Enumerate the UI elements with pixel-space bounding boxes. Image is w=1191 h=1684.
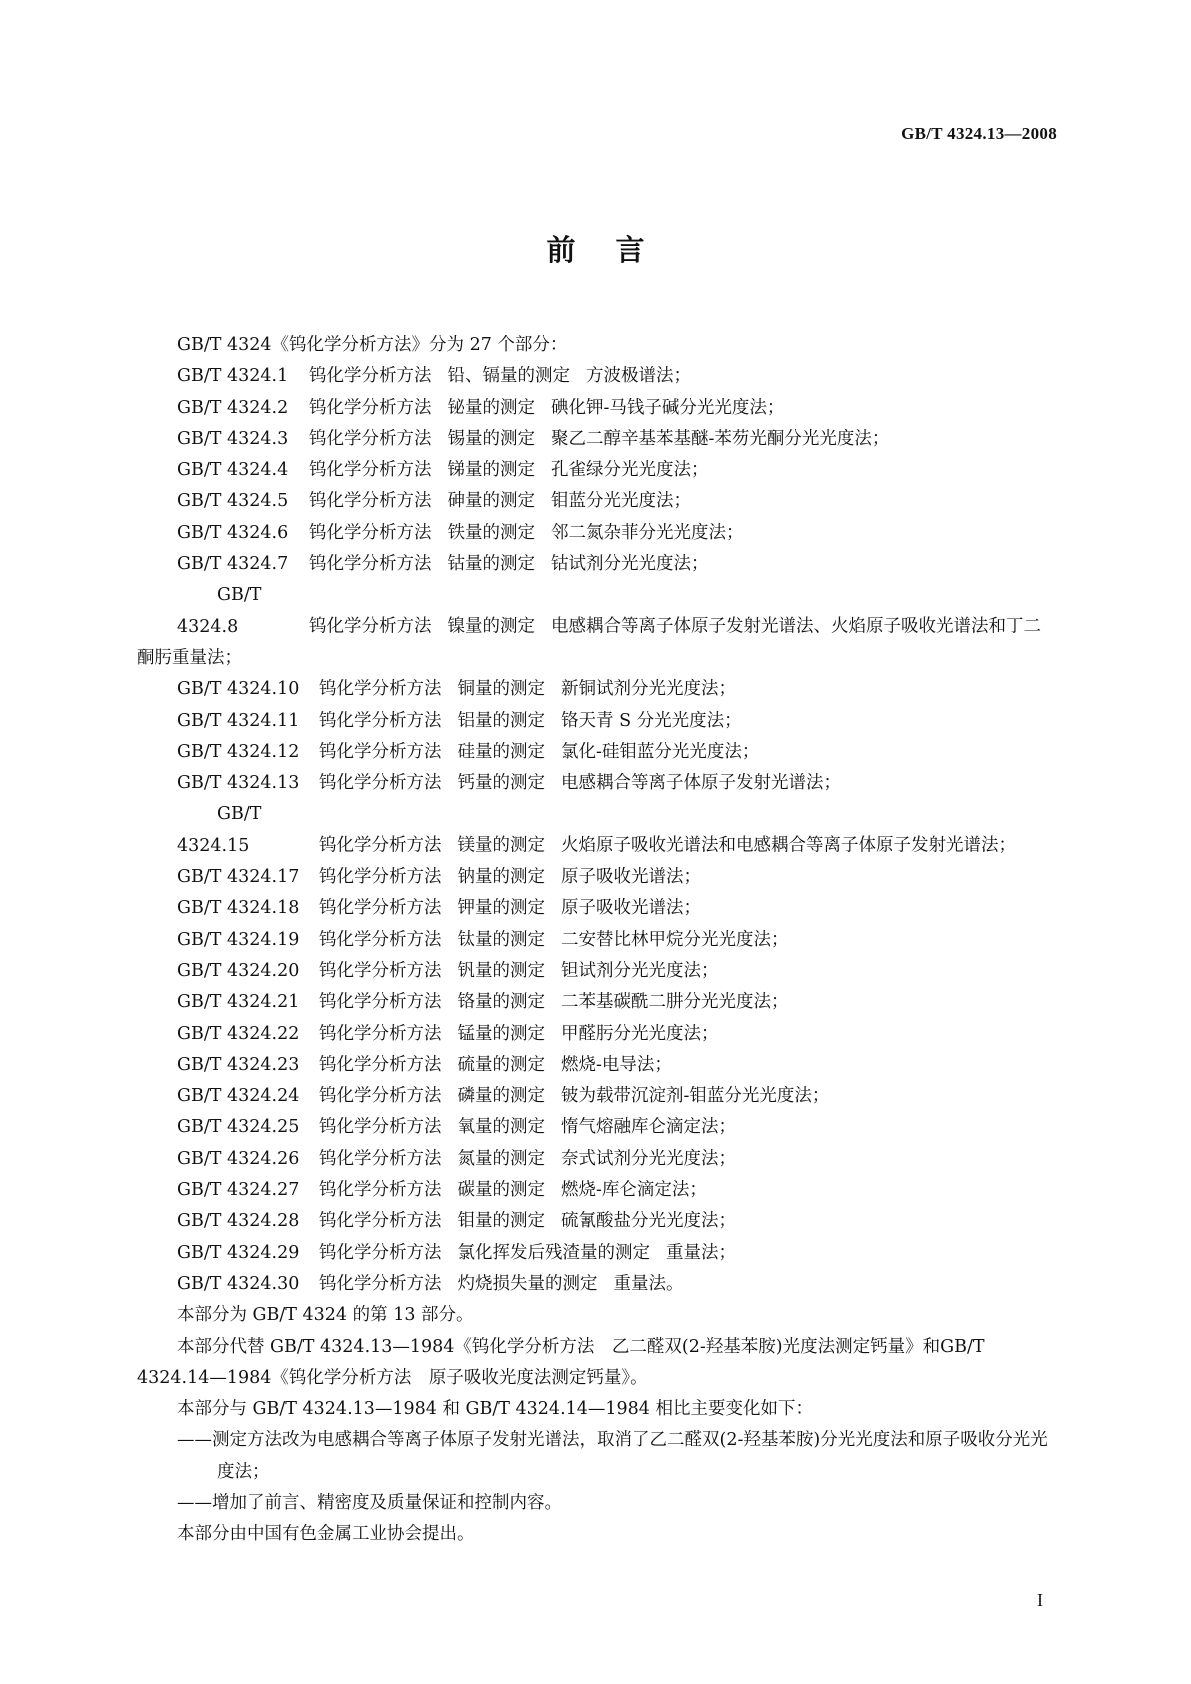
- part-element: 铁量的测定: [447, 522, 535, 543]
- part-code: GB/T 4324.8: [177, 585, 262, 637]
- page-number: I: [1037, 1590, 1043, 1610]
- part-code: GB/T 4324.26: [177, 1148, 300, 1169]
- part-name: 钨化学分析方法: [319, 1211, 442, 1232]
- part-method: 燃烧-电导法；: [561, 1054, 672, 1075]
- part-method: 铬天青 S 分光光度法；: [561, 710, 742, 731]
- part-method: 甲醛肟分光光度法；: [561, 1023, 719, 1044]
- parts-list: [137, 361, 1057, 1300]
- part-method: 二安替比林甲烷分光光度法；: [561, 929, 789, 950]
- part-method: 硫氰酸盐分光光度法；: [561, 1211, 736, 1232]
- part-name: 钨化学分析方法: [319, 741, 442, 762]
- part-name: 钨化学分析方法: [309, 366, 432, 387]
- part-list-item: [137, 737, 1057, 768]
- part-element: 氮量的测定: [457, 1148, 545, 1169]
- part-method: 铍为载带沉淀剂-钼蓝分光光度法；: [561, 1086, 830, 1107]
- part-code: GB/T 4324.19: [177, 929, 300, 950]
- part-code: GB/T 4324.28: [177, 1211, 300, 1232]
- part-method: 电感耦合等离子体原子发射光谱法；: [561, 773, 841, 794]
- part-code: GB/T 4324.6: [177, 522, 289, 543]
- part-method: 钴试剂分光光度法；: [551, 554, 709, 575]
- part-code: GB/T 4324.13: [177, 773, 300, 794]
- part-method: 钼蓝分光光度法；: [551, 491, 691, 512]
- part-method: 惰气熔融库仑滴定法；: [561, 1117, 736, 1138]
- part-name: 钨化学分析方法: [309, 616, 432, 637]
- part-code: GB/T 4324.29: [177, 1242, 300, 1263]
- part-method: 原子吸收光谱法；: [561, 898, 701, 919]
- part-list-item: [137, 1269, 1057, 1300]
- part-code: GB/T 4324.2: [177, 397, 289, 418]
- proposer-paragraph: 本部分由中国有色金属工业协会提出。: [177, 1524, 475, 1545]
- part-code: GB/T 4324.1: [177, 366, 289, 387]
- part-list-item: [137, 1144, 1057, 1175]
- part-list-item: [137, 925, 1057, 956]
- part-code: GB/T 4324.5: [177, 491, 289, 512]
- part-list-item: [137, 1112, 1057, 1143]
- part-element: 氧量的测定: [457, 1117, 545, 1138]
- part-element: 镍量的测定: [447, 616, 535, 637]
- part-name: 钨化学分析方法: [319, 898, 442, 919]
- part-method: 奈式试剂分光光度法；: [561, 1148, 736, 1169]
- part-element: 锑量的测定: [447, 460, 535, 481]
- part-code: GB/T 4324.23: [177, 1054, 300, 1075]
- part-code: GB/T 4324.27: [177, 1180, 300, 1201]
- part-method: 二苯基碳酰二肼分光光度法；: [561, 992, 789, 1013]
- part-element: 锡量的测定: [447, 428, 535, 449]
- part-element: 钙量的测定: [457, 773, 545, 794]
- part-code: GB/T 4324.22: [177, 1023, 300, 1044]
- part-method: 方波极谱法；: [586, 366, 691, 387]
- part-element: 钴量的测定: [447, 554, 535, 575]
- part-element: 铜量的测定: [457, 679, 545, 700]
- standard-number: GB/T 4324.13—2008: [901, 124, 1057, 143]
- part-element: 砷量的测定: [447, 491, 535, 512]
- part-list-item: [137, 1050, 1057, 1081]
- part-element: 氯化挥发后残渣量的测定: [457, 1242, 650, 1263]
- part-name: 钨化学分析方法: [319, 992, 442, 1013]
- part-method: 氯化-硅钼蓝分光光度法；: [561, 741, 760, 762]
- part-name: 钨化学分析方法: [319, 1086, 442, 1107]
- part-code: GB/T 4324.15: [177, 804, 262, 856]
- part-list-item: [137, 893, 1057, 924]
- part-name: 钨化学分析方法: [319, 1054, 442, 1075]
- part-code: GB/T 4324.24: [177, 1086, 300, 1107]
- part-name: 钨化学分析方法: [309, 491, 432, 512]
- this-part-paragraph: 本部分为 GB/T 4324 的第 13 部分。: [177, 1305, 474, 1326]
- part-list-item: [137, 518, 1057, 549]
- page-title: 前言: [546, 233, 685, 267]
- part-code: GB/T 4324.17: [177, 867, 300, 888]
- part-code: GB/T 4324.10: [177, 679, 300, 700]
- part-method: 重量法；: [666, 1242, 736, 1263]
- part-list-item: [137, 486, 1057, 517]
- part-list-item: [137, 549, 1057, 580]
- part-name: 钨化学分析方法: [309, 460, 432, 481]
- part-code: GB/T 4324.4: [177, 460, 289, 481]
- part-code: GB/T 4324.30: [177, 1273, 300, 1294]
- part-method: 火焰原子吸收光谱法和电感耦合等离子体原子发射光谱法；: [561, 835, 1016, 856]
- part-list-item: [137, 424, 1057, 455]
- part-name: 钨化学分析方法: [319, 929, 442, 950]
- part-name: 钨化学分析方法: [319, 710, 442, 731]
- part-element: 铝量的测定: [457, 710, 545, 731]
- part-name: 钨化学分析方法: [319, 773, 442, 794]
- part-list-item: [137, 455, 1057, 486]
- part-name: 钨化学分析方法: [319, 1117, 442, 1138]
- part-name: 钨化学分析方法: [319, 1242, 442, 1263]
- part-element: 锰量的测定: [457, 1023, 545, 1044]
- part-name: 钨化学分析方法: [319, 835, 442, 856]
- part-element: 铬量的测定: [457, 992, 545, 1013]
- part-list-item: [137, 1206, 1057, 1237]
- part-method: 电感耦合等离子体原子发射光谱法、火焰原子吸收光谱法和丁二酮肟重量法；: [137, 616, 1041, 668]
- part-element: 硫量的测定: [457, 1054, 545, 1075]
- part-code: GB/T 4324.3: [177, 428, 289, 449]
- part-method: 燃烧-库仑滴定法；: [561, 1180, 707, 1201]
- part-method: 邻二氮杂菲分光光度法；: [551, 522, 744, 543]
- part-method: 新铜试剂分光光度法；: [561, 679, 736, 700]
- part-list-item: [137, 1081, 1057, 1112]
- part-list-item: [137, 987, 1057, 1018]
- intro-paragraph: GB/T 4324《钨化学分析方法》分为 27 个部分：: [177, 335, 568, 355]
- part-list-item: [137, 361, 1057, 392]
- part-element: 碳量的测定: [457, 1180, 545, 1201]
- part-list-item: [137, 393, 1057, 424]
- part-name: 钨化学分析方法: [319, 1023, 442, 1044]
- part-method: 碘化钾-马钱子碱分光光度法；: [551, 397, 785, 418]
- part-code: GB/T 4324.11: [177, 710, 300, 731]
- part-name: 钨化学分析方法: [309, 522, 432, 543]
- part-list-item: [137, 1019, 1057, 1050]
- part-method: 聚乙二醇辛基苯基醚-苯芴光酮分光光度法；: [551, 428, 890, 449]
- part-list-item: [137, 799, 1057, 862]
- part-element: 钾量的测定: [457, 898, 545, 919]
- part-method: 原子吸收光谱法；: [561, 867, 701, 888]
- part-list-item: [137, 1238, 1057, 1269]
- part-method: 重量法。: [613, 1273, 684, 1294]
- part-element: 钼量的测定: [457, 1211, 545, 1232]
- part-code: GB/T 4324.20: [177, 960, 300, 981]
- part-code: GB/T 4324.12: [177, 741, 300, 762]
- part-list-item: [137, 862, 1057, 893]
- replaces-paragraph: 本部分代替 GB/T 4324.13—1984《钨化学分析方法 乙二醛双(2-羟基苯胺)光度法测定钙量》和GB/T 4324.14—1984《钨化学分析方法 原子吸收光度法测定钙量》。: [137, 1336, 985, 1388]
- part-element: 钒量的测定: [457, 960, 545, 981]
- part-name: 钨化学分析方法: [319, 679, 442, 700]
- part-method: 钽试剂分光光度法；: [561, 960, 719, 981]
- change-item: ——测定方法改为电感耦合等离子体原子发射光谱法，取消了乙二醛双(2-羟基苯胺)分光光度法和原子吸收分光光度法；: [177, 1430, 1048, 1482]
- part-list-item: [137, 768, 1057, 799]
- part-list-item: [137, 706, 1057, 737]
- change-item: ——增加了前言、精密度及质量保证和控制内容。: [177, 1492, 562, 1513]
- part-element: 磷量的测定: [457, 1086, 545, 1107]
- part-element: 镁量的测定: [457, 835, 545, 856]
- part-list-item: [137, 580, 1057, 674]
- part-element: 钠量的测定: [457, 867, 545, 888]
- part-list-item: [137, 956, 1057, 987]
- part-method: 孔雀绿分光光度法；: [551, 460, 709, 481]
- part-name: 钨化学分析方法: [309, 428, 432, 449]
- part-name: 钨化学分析方法: [309, 397, 432, 418]
- document-body: [137, 330, 1057, 1551]
- part-code: GB/T 4324.21: [177, 992, 300, 1013]
- part-code: GB/T 4324.18: [177, 898, 300, 919]
- part-element: 灼烧损失量的测定: [457, 1273, 598, 1294]
- part-name: 钨化学分析方法: [319, 1180, 442, 1201]
- part-element: 铅、镉量的测定: [447, 366, 570, 387]
- changes-intro-paragraph: 本部分与 GB/T 4324.13—1984 和 GB/T 4324.14—1984 相比主要变化如下：: [177, 1399, 813, 1420]
- part-name: 钨化学分析方法: [319, 960, 442, 981]
- part-element: 硅量的测定: [457, 741, 545, 762]
- part-element: 钛量的测定: [457, 929, 545, 950]
- part-name: 钨化学分析方法: [319, 1273, 442, 1294]
- part-name: 钨化学分析方法: [309, 554, 432, 575]
- part-code: GB/T 4324.25: [177, 1117, 300, 1138]
- part-list-item: [137, 1175, 1057, 1206]
- part-code: GB/T 4324.7: [177, 554, 289, 575]
- part-name: 钨化学分析方法: [319, 867, 442, 888]
- part-element: 铋量的测定: [447, 397, 535, 418]
- part-name: 钨化学分析方法: [319, 1148, 442, 1169]
- part-list-item: [137, 674, 1057, 705]
